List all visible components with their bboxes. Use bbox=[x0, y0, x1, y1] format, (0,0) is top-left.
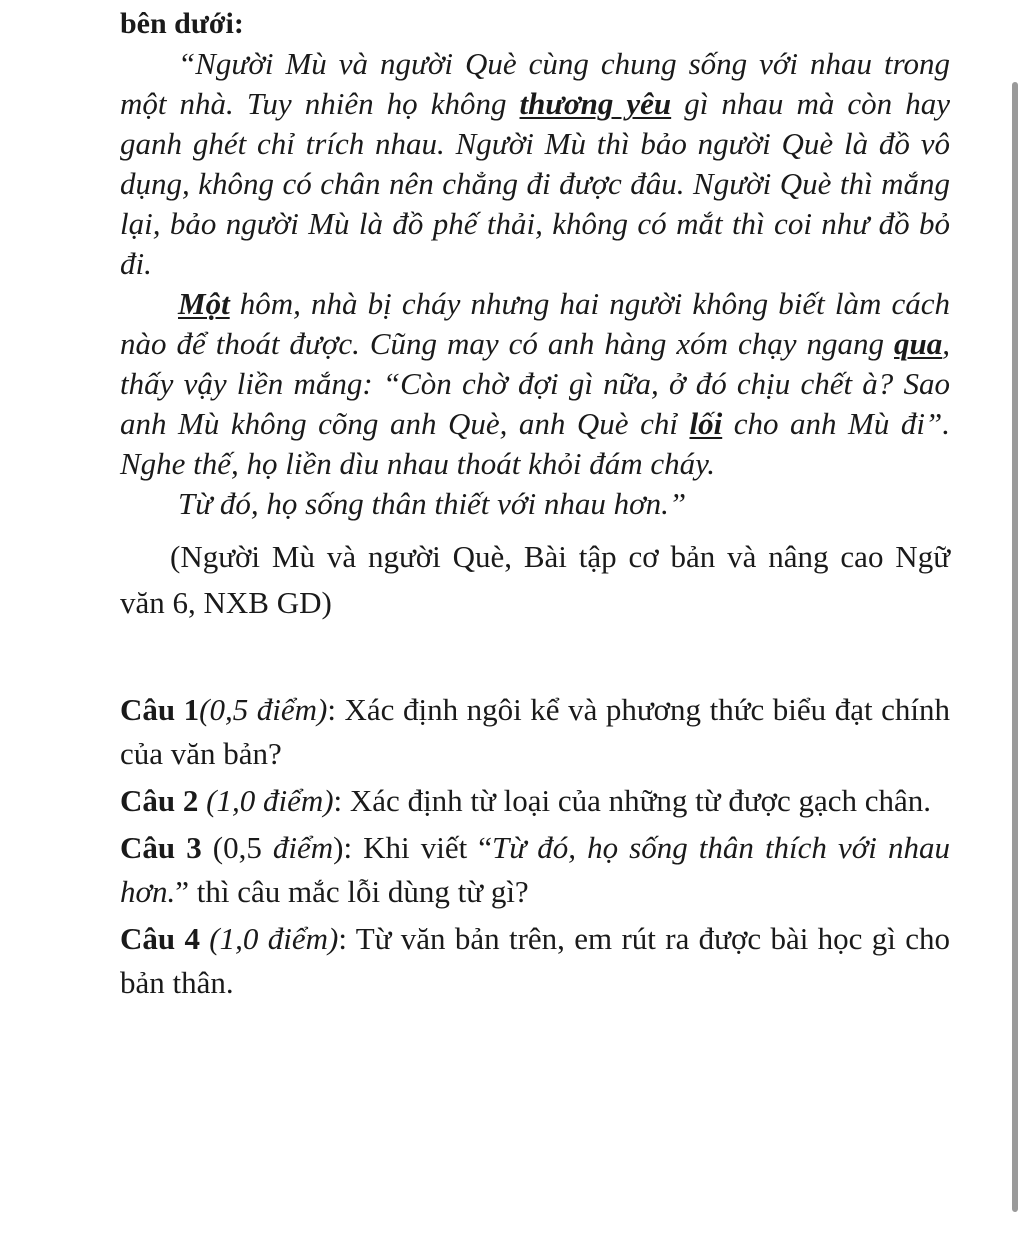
question-2-text: : Xác định từ loại của những từ được gạch chân. bbox=[333, 783, 932, 818]
question-4-label: Câu 4 bbox=[120, 921, 200, 956]
document-page bbox=[120, 4, 950, 1008]
question-1-points: (0,5 điểm) bbox=[199, 692, 328, 727]
story-p3: Từ đó, họ sống thân thiết với nhau hơn.” bbox=[178, 486, 687, 521]
source-citation bbox=[120, 534, 950, 626]
question-1 bbox=[120, 688, 950, 776]
question-1-label: Câu 1 bbox=[120, 692, 200, 727]
story-text bbox=[120, 44, 950, 524]
question-2-label: Câu 2 bbox=[120, 783, 199, 818]
question-2 bbox=[120, 779, 950, 823]
underlined-word-thuong-yeu: thương yêu bbox=[519, 86, 672, 121]
question-3-points-italic: điểm bbox=[272, 830, 334, 865]
question-3 bbox=[120, 826, 950, 914]
source-text: (Người Mù và người Què, Bài tập cơ bản và nâng cao Ngữ văn 6, NXB GD) bbox=[120, 539, 950, 620]
story-p2-t1: hôm, nhà bị cháy nhưng hai người không biết làm cách nào để thoát được. Cũng may có anh hàng xóm chạy ngang bbox=[120, 286, 950, 361]
story-p2-t2: , thấy vậy liền mắng: “Còn chờ đợi gì nữa, ở đó chịu chết à? Sao anh Mù không cõng anh Què, anh Què chỉ bbox=[120, 326, 950, 441]
question-3-points-close: ): Khi viết “ bbox=[333, 830, 493, 865]
story-p1-open: “Người Mù và người Què cùng chung sống với nhau trong một nhà. Tuy nhiên họ không bbox=[120, 46, 950, 121]
underlined-word-qua: qua bbox=[894, 326, 943, 361]
underlined-word-loi: lối bbox=[689, 406, 723, 441]
question-4-text: : Từ văn bản trên, em rút ra được bài học gì cho bản thân. bbox=[120, 921, 950, 1000]
question-4 bbox=[120, 917, 950, 1005]
story-p1-close: gì nhau mà còn hay ganh ghét chỉ trích nhau. Người Mù thì bảo người Què là đồ vô dụng, không có chân nên chẳng đi được đâu. Người Què thì mắng lại, bảo người Mù là đồ phế thải, không có mắt thì coi như đồ bỏ đi. bbox=[120, 86, 950, 281]
section-heading: bên dưới: bbox=[120, 7, 244, 40]
question-3-quote: Từ đó, họ sống thân thích với nhau hơn. bbox=[120, 830, 950, 909]
question-list bbox=[120, 688, 950, 1005]
story-paragraph-1 bbox=[120, 44, 950, 284]
question-3-text: ” thì câu mắc lỗi dùng từ gì? bbox=[175, 874, 529, 909]
question-1-text: : Xác định ngôi kể và phương thức biểu đạt chính của văn bản? bbox=[120, 692, 951, 771]
question-4-points: (1,0 điểm) bbox=[199, 921, 339, 956]
story-paragraph-2 bbox=[120, 284, 950, 484]
question-3-points-open: (0,5 bbox=[201, 830, 273, 865]
story-p2-t3: cho anh Mù đi”. Nghe thế, họ liền dìu nhau thoát khỏi đám cháy. bbox=[120, 406, 951, 481]
underlined-word-mot: Một bbox=[178, 286, 230, 321]
question-3-label: Câu 3 bbox=[120, 830, 202, 865]
question-2-points: (1,0 điểm) bbox=[198, 783, 334, 818]
vertical-scrollbar[interactable] bbox=[1012, 82, 1018, 1212]
story-paragraph-3 bbox=[120, 484, 950, 524]
